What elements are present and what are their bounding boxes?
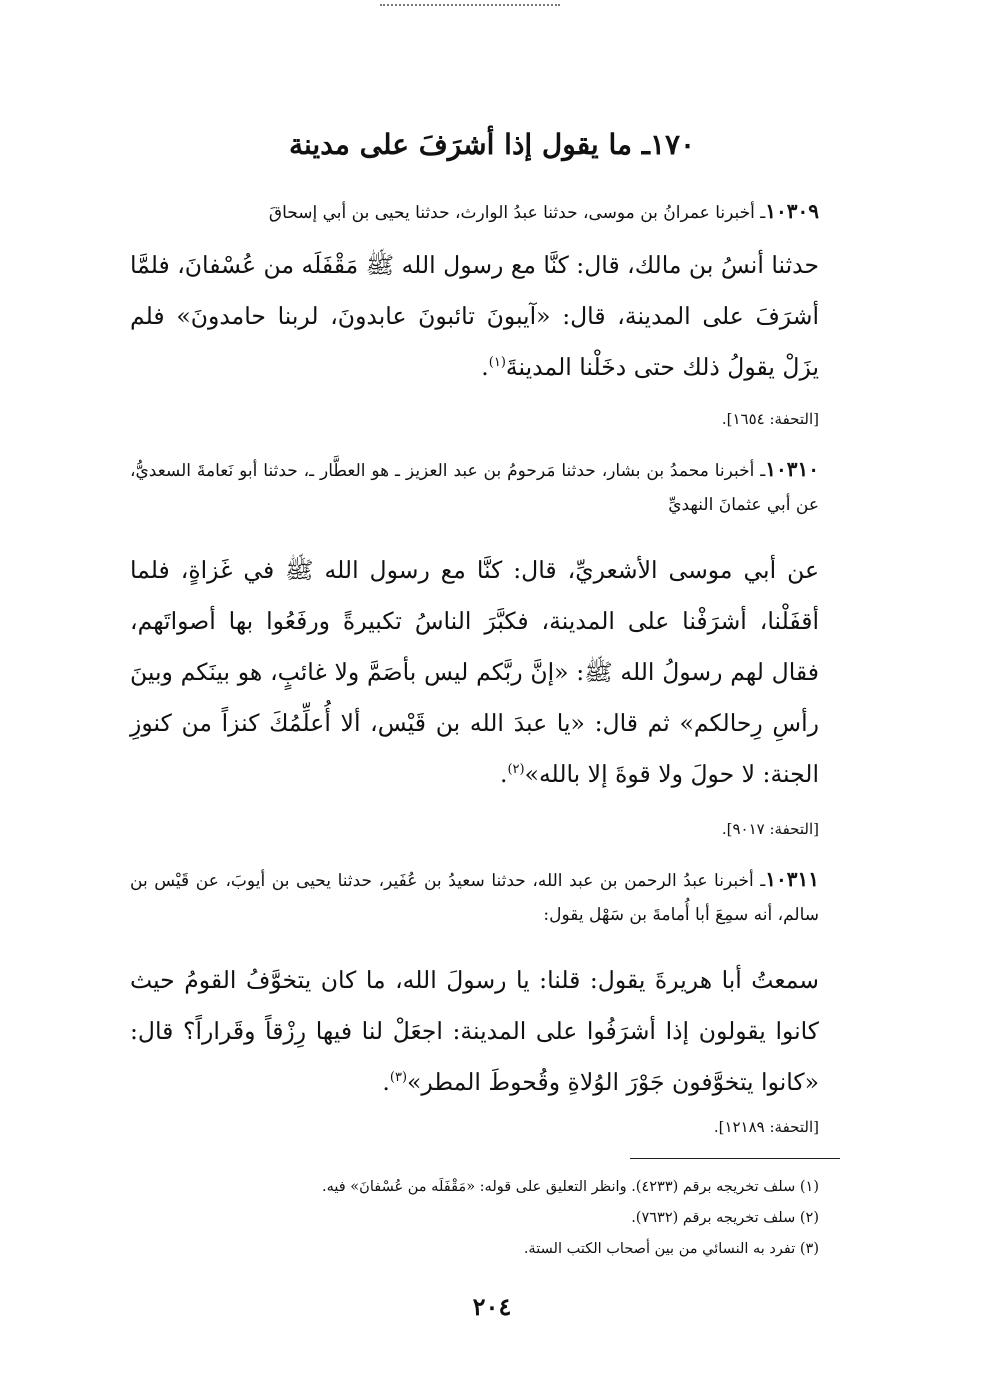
hadith-2-number: ١٠٣١٠: [765, 457, 819, 481]
hadith-2-matn: عن أبي موسى الأشعريِّ، قال: كنَّا مع رسول الله ﷺ في غَزاةٍ، فلما أقفَلْنا، أشرَفْنا على المدينة، فكبَّرَ الناسُ تكبيرةً ورفَعُوا بها أصواتَهم، فقال لهم رسولُ الله ﷺ: «إنَّ ربَّكم ليس بأصَمَّ ولا غائبٍ، هو بينَكم وبينَ رأسِ رِحالكم» ثم قال: «يا عبدَ الله بن قَيْس، ألا أُعلِّمُكَ كنزاً من كنوزِ الجنة: لا حولَ ولا قوةَ إلا بالله»$^{(٢)}$.: [130, 556, 819, 788]
footnote-2: (٢) سلف تخريجه برقم (٧٦٣٢).: [631, 1210, 819, 1226]
hadith-3-isnad: [130, 862, 819, 932]
header-decoration: [380, 4, 560, 6]
footnote-separator: [630, 1158, 840, 1159]
footnotes: [130, 1172, 819, 1265]
hadith-2-tuhfa: [التحفة: ٩٠١٧].: [721, 820, 819, 838]
hadith-1-number: ١٠٣٠٩: [765, 199, 819, 223]
hadith-1-isnad: [130, 194, 819, 230]
page-number: ٢٠٤: [472, 1292, 512, 1321]
hadith-1-tuhfa: [التحفة: ١٦٥٤].: [721, 410, 819, 428]
hadith-3-tuhfa: [التحفة: ١٢١٨٩].: [713, 1118, 819, 1136]
hadith-2-isnad: [130, 452, 819, 522]
hadith-1-matn-text: حدثنا أنسُ بن مالك، قال: كنَّا مع رسول الله ﷺ مَقْفَلَه من عُسْفانَ، فلمَّا أشرَفَ على المدينة، قال: «آيبونَ تائبونَ عابدونَ، لربنا حامدونَ» فلم يزَلْ يقولُ ذلك حتى دخَلْنا المدينةَ: [129, 251, 819, 381]
footnote-1: (١) سلف تخريجه برقم (٤٢٣٣). وانظر التعليق على قوله: «مَقْفَلَه من عُسْفانَ» فيه.: [322, 1179, 819, 1195]
hadith-3-matn: سمعتُ أبا هريرةَ يقول: قلنا: يا رسولَ الله، ما كان يتخوَّفُ القومُ حيث كانوا يقولون إذا أشرَفُوا على المدينة: اجعَلْ لنا فيها رِزْقاً وقَراراً؟ قال: «كانوا يتخوَّفون جَوْرَ الوُلاةِ وقُحوطَ المطر»$^{(٣)}$.: [130, 966, 819, 1096]
hadith-3-matn-text: سمعتُ أبا هريرةَ يقول: قلنا: يا رسولَ الله، ما كان يتخوَّفُ القومُ حيث كانوا يقولون إذا أشرَفُوا على المدينة: اجعَلْ لنا فيها رِزْقاً وقَراراً؟ قال: «كانوا يتخوَّفون جَوْرَ الوُلاةِ وقُحوطَ المطر»: [130, 966, 819, 1096]
footnote-3: (٣) تفرد به النسائي من بين أصحاب الكتب الستة.: [523, 1241, 819, 1257]
hadith-2-isnad-text: ـ أخبرنا محمدُ بن بشار، حدثنا مَرحومُ بن عبد العزيز ـ هو العطَّار ـ، حدثنا أبو نَعامةَ السعديُّ، عن أبي عثمانَ النهديِّ: [130, 461, 819, 515]
hadith-3-isnad-text: ـ أخبرنا عبدُ الرحمن بن عبد الله، حدثنا سعيدُ بن عُفَير، حدثنا يحيى بن أيوبَ، عن قَيْس بن سالم، أنه سمِعَ أبا أُمامةَ بن سَهْل يقول:: [130, 871, 819, 925]
footnote-ref-2: (٢): [507, 762, 525, 778]
footnote-ref-1: (١): [488, 355, 506, 371]
hadith-2-matn-text: عن أبي موسى الأشعريِّ، قال: كنَّا مع رسول الله ﷺ في غَزاةٍ، فلما أقفَلْنا، أشرَفْنا على المدينة، فكبَّرَ الناسُ تكبيرةً ورفَعُوا بها أصواتَهم، فقال لهم رسولُ الله ﷺ: «إنَّ ربَّكم ليس بأصَمَّ ولا غائبٍ، هو بينَكم وبينَ رأسِ رِحالكم» ثم قال: «يا عبدَ الله بن قَيْس، ألا أُعلِّمُكَ كنزاً من كنوزِ الجنة: لا حولَ ولا قوةَ إلا بالله»: [130, 556, 819, 788]
hadith-1-matn: حدثنا أنسُ بن مالك، قال: كنَّا مع رسول الله ﷺ مَقْفَلَه من عُسْفانَ، فلمَّا أشرَفَ على المدينة، قال: «آيبونَ تائبونَ عابدونَ، لربنا حامدونَ» فلم يزَلْ يقولُ ذلك حتى دخَلْنا المدينةَ$^{(١)}$.: [129, 251, 819, 381]
footnote-ref-3: (٣): [389, 1070, 408, 1086]
hadith-3-number: ١٠٣١١: [765, 867, 819, 891]
chapter-title: ١٧٠ـ ما يقول إذا أشرَفَ على مدينة: [288, 128, 696, 161]
hadith-1-isnad-text: ـ أخبرنا عمرانُ بن موسى، حدثنا عبدُ الوارث، حدثنا يحيى بن أبي إسحاقَ: [268, 203, 766, 223]
